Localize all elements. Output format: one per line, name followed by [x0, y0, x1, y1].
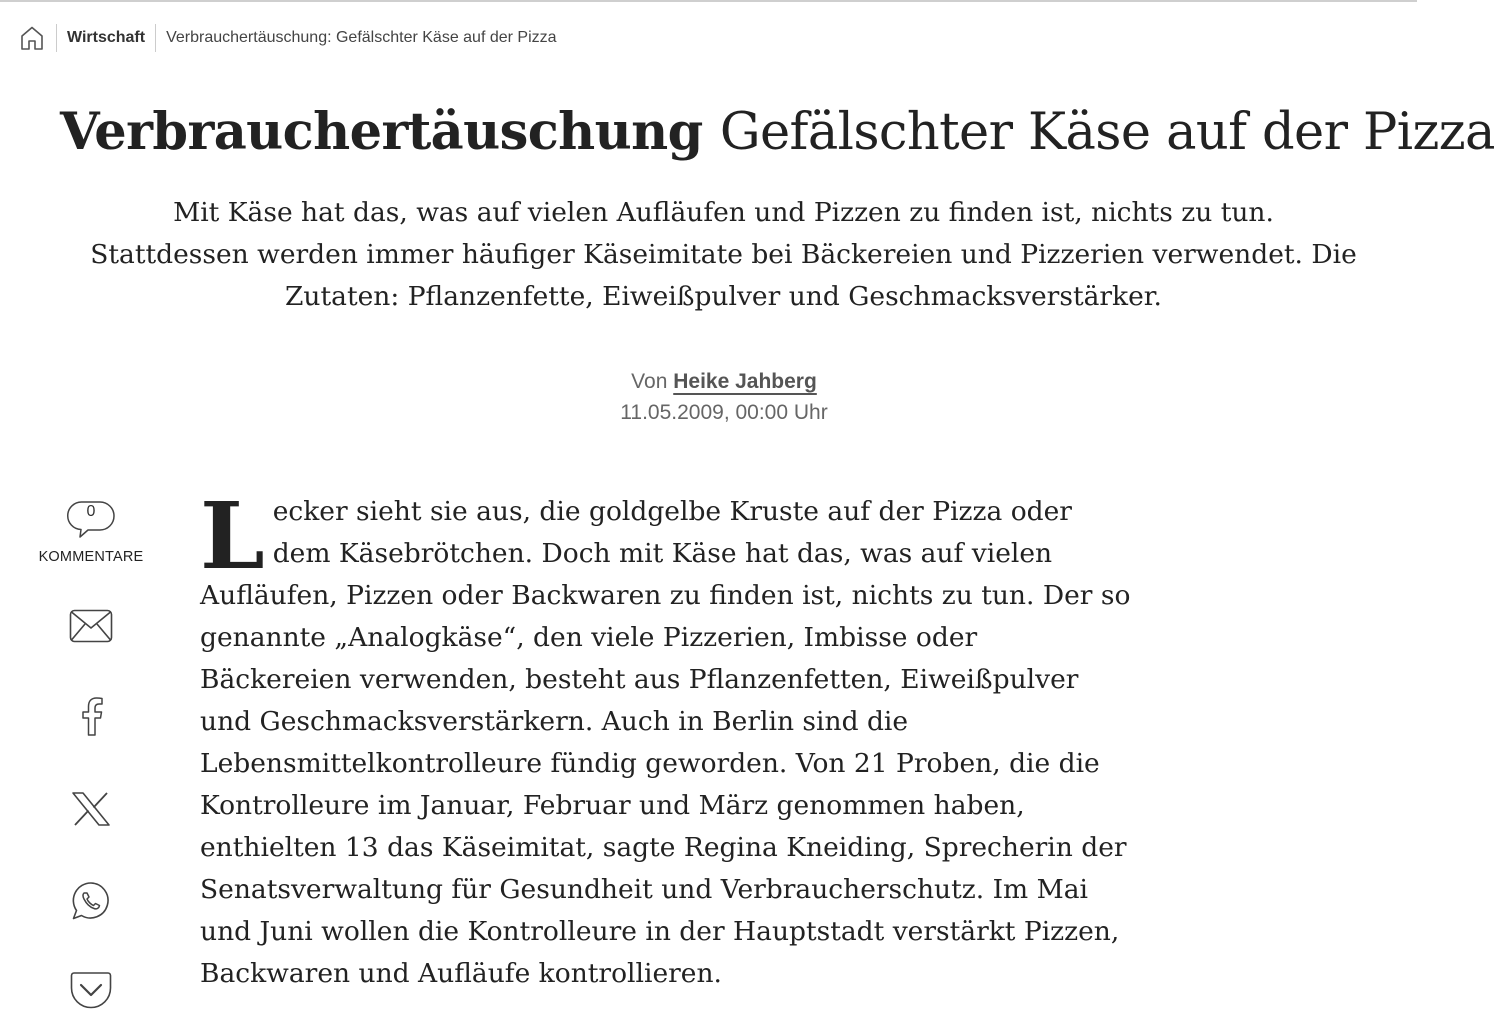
- author-link[interactable]: Heike Jahberg: [673, 370, 817, 393]
- byline: [474, 366, 974, 398]
- facebook-icon: [78, 696, 104, 736]
- publish-date: 11.05.2009, 00:00 Uhr: [620, 401, 828, 424]
- byline-prefix: Von: [631, 370, 668, 393]
- share-whatsapp-button[interactable]: [30, 876, 152, 926]
- whatsapp-icon: [71, 881, 111, 921]
- drop-cap: L: [200, 482, 265, 590]
- headline-title: Gefälschter Käse auf der Pizza: [719, 103, 1495, 162]
- pocket-icon: [70, 971, 112, 1011]
- breadcrumb: [18, 22, 557, 54]
- mail-icon: [69, 609, 113, 643]
- comments-button[interactable]: [30, 500, 152, 565]
- share-email-button[interactable]: [30, 601, 152, 651]
- comment-label: KOMMENTARE: [38, 549, 144, 565]
- comment-count: 0: [86, 503, 96, 520]
- share-facebook-button[interactable]: [30, 691, 152, 741]
- share-rail: [30, 500, 152, 565]
- comment-bubble-icon: [68, 500, 114, 540]
- article-body: [200, 482, 1135, 995]
- share-pocket-button[interactable]: [30, 966, 152, 1016]
- breadcrumb-section-link[interactable]: Wirtschaft: [67, 29, 146, 46]
- article-lead: Mit Käse hat das, was auf vielen Aufläufen und Pizzen zu finden ist, nichts zu tun. Stattdessen werden immer häufiger Käseimitate bei Bäckereien und Pizzerien verwendet. Die Zutaten: Pflanzenfette, Eiweißpulver und Geschmacksverstärker.: [90, 197, 1357, 312]
- article-headline: [60, 100, 1495, 165]
- breadcrumb-separator: [155, 24, 156, 52]
- x-icon: [71, 791, 111, 827]
- top-border: [0, 0, 1417, 2]
- breadcrumb-current: Verbrauchertäuschung: Gefälschter Käse auf der Pizza: [166, 29, 557, 46]
- headline-kicker: Verbrauchertäuschung: [60, 102, 703, 162]
- home-icon: [19, 25, 45, 51]
- home-link[interactable]: [18, 24, 46, 52]
- breadcrumb-separator: [56, 24, 57, 52]
- article-paragraph: [200, 482, 1135, 995]
- paragraph-text: ecker sieht sie aus, die goldgelbe Kruste auf der Pizza oder dem Käsebrötchen. Doch mit Käse hat das, was auf vielen Aufläufen, Pizzen oder Backwaren zu finden ist, nichts zu tun. Der so genannte „Analogkäse“, den viele Pizzerien, Imbisse oder Bäckereien verwenden, besteht aus Pflanzenfetten, Eiweißpulver und Geschmacksverstärkern. Auch in Berlin sind die Lebensmittelkontrolleure fündig geworden. Von 21 Proben, die die Kontrolleure im Januar, Februar und März genommen haben, enthielten 13 das Käseimitat, sagte Regina Kneiding, Sprecherin der Senatsverwaltung für Gesundheit und Verbraucherschutz. Im Mai und Juni wollen die Kontrolleure in der Hauptstadt verstärkt Pizzen, Backwaren und Aufläufe kontrollieren.: [200, 496, 1131, 989]
- share-x-button[interactable]: [30, 784, 152, 834]
